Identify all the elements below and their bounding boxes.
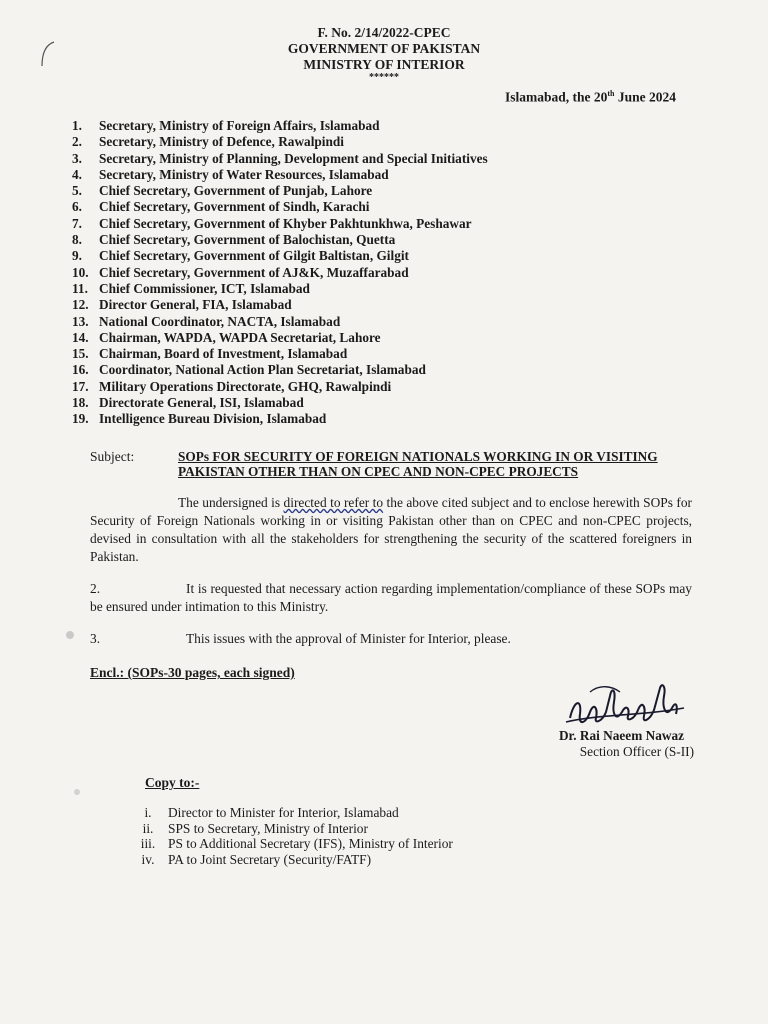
scan-speck [70, 785, 84, 799]
recipient-text: Coordinator, National Action Plan Secretariat, Islamabad [99, 362, 426, 378]
recipient-text: Director General, FIA, Islamabad [99, 297, 292, 313]
recipient-item [72, 151, 488, 167]
recipient-text: Intelligence Bureau Division, Islamabad [99, 411, 327, 427]
copy-to-item [128, 836, 453, 852]
ministry-title: MINISTRY OF INTERIOR [303, 57, 465, 72]
recipient-text: Secretary, Ministry of Defence, Rawalpindi [99, 134, 344, 150]
recipient-number: 15. [72, 346, 89, 362]
recipient-item [72, 167, 488, 183]
recipient-text: Chief Secretary, Government of Balochistan, Quetta [99, 232, 396, 248]
recipient-text: Chief Secretary, Government of Gilgit Baltistan, Gilgit [99, 248, 409, 264]
paragraph-3-number: 3. [90, 631, 101, 646]
recipient-item [72, 297, 488, 313]
recipient-item [72, 134, 488, 150]
copy-to-list [128, 805, 453, 867]
paragraph-3-text: This issues with the approval of Minister for Interior, please. [186, 631, 511, 646]
recipient-item [72, 281, 488, 297]
recipient-item [72, 346, 488, 362]
copy-to-number: i. [144, 805, 152, 820]
recipient-number: 12. [72, 297, 89, 313]
recipient-text: Directorate General, ISI, Islamabad [99, 395, 304, 411]
recipient-number: 9. [72, 248, 82, 264]
recipient-number: 4. [72, 166, 82, 182]
copy-to-item [128, 821, 453, 837]
recipient-item [72, 314, 488, 330]
recipient-number: 17. [72, 378, 89, 394]
date-month-year: June 2024 [614, 89, 676, 105]
recipient-list [72, 118, 488, 428]
recipient-text: Secretary, Ministry of Water Resources, Islamabad [99, 166, 389, 182]
recipient-item [72, 232, 488, 248]
recipient-number: 19. [72, 411, 89, 427]
recipient-item [72, 411, 488, 427]
copy-to-item [128, 805, 453, 821]
recipient-number: 8. [72, 232, 82, 248]
recipient-item [72, 183, 488, 199]
recipient-item [72, 216, 488, 232]
recipient-number: 16. [72, 362, 89, 378]
copy-to-number: ii. [142, 820, 154, 836]
recipient-text: National Coordinator, NACTA, Islamabad [99, 313, 341, 329]
paragraph-1-part-a: The undersigned is [178, 495, 284, 510]
recipient-number: 7. [72, 215, 82, 231]
recipient-text: Chairman, WAPDA, WAPDA Secretariat, Lahore [99, 329, 381, 345]
paragraph-3 [90, 630, 692, 648]
paragraph-1-underlined: directed to refer to [283, 495, 384, 510]
scan-speck [60, 625, 80, 645]
recipient-number: 18. [72, 395, 89, 411]
enclosure-note: Encl.: (SOPs-30 pages, each signed) [90, 665, 295, 680]
recipient-text: Chief Secretary, Government of AJ&K, Muzaffarabad [99, 264, 409, 280]
recipient-number: 1. [72, 118, 82, 133]
recipient-number: 6. [72, 199, 82, 215]
subject-text: SOPs FOR SECURITY OF FOREIGN NATIONALS WORKING IN OR VISITING PAKISTAN OTHER THAN ON CPEC AND NON-CPEC PROJECTS [178, 449, 658, 479]
letter-header [0, 25, 768, 83]
copy-to-text: SPS to Secretary, Ministry of Interior [168, 820, 368, 836]
copy-to-label: Copy to:- [145, 775, 200, 790]
recipient-number: 11. [72, 280, 88, 296]
government-title: GOVERNMENT OF PAKISTAN [287, 41, 481, 56]
recipient-item [72, 379, 488, 395]
recipient-item [72, 395, 488, 411]
copy-to-number: iv. [141, 851, 155, 867]
recipient-item [72, 330, 488, 346]
recipient-item [72, 362, 488, 378]
recipient-text: Secretary, Ministry of Planning, Development and Special Initiatives [99, 150, 488, 166]
date-suffix-sup: th [607, 89, 615, 98]
copy-to-text: PS to Additional Secretary (IFS), Ministry of Interior [168, 836, 453, 851]
recipient-text: Chief Secretary, Government of Khyber Pakhtunkhwa, Peshawar [99, 215, 472, 231]
copy-to-number: iii. [140, 836, 156, 851]
recipient-item [72, 118, 488, 134]
subject-label: Subject: [90, 449, 135, 464]
date-prefix: Islamabad, the 20 [504, 89, 608, 105]
file-number: F. No. 2/14/2022-CPEC [317, 25, 451, 40]
recipient-text: Secretary, Ministry of Foreign Affairs, Islamabad [99, 118, 380, 133]
recipient-number: 14. [72, 329, 89, 345]
recipient-number: 13. [72, 313, 89, 329]
recipient-number: 10. [72, 264, 89, 280]
recipient-text: Military Operations Directorate, GHQ, Rawalpindi [99, 378, 392, 394]
recipient-item [72, 265, 488, 281]
recipient-item [72, 248, 488, 264]
copy-to-item [128, 852, 453, 868]
recipient-text: Chairman, Board of Investment, Islamabad [99, 346, 348, 362]
recipient-text: Chief Secretary, Government of Punjab, Lahore [99, 183, 373, 199]
paragraph-2-number: 2. [90, 581, 101, 596]
paragraph-1 [90, 494, 692, 566]
recipient-text: Chief Secretary, Government of Sindh, Karachi [99, 199, 370, 215]
signatory-name: Dr. Rai Naeem Nawaz [558, 728, 684, 743]
header-stars: ****** [369, 72, 399, 83]
paragraph-1-part-c: the above cited subject and to enclose herewith SOPs for Security of Foreign Nationals working in or visiting Pakistan other than on CPEC and non-CPEC projects, devised in consultation with all the stakeholders for strengthening the security of the scattered foreigners in Pakistan. [90, 495, 692, 564]
dateline [505, 89, 676, 106]
recipient-number: 2. [72, 134, 82, 150]
copy-to-text: PA to Joint Secretary (Security/FATF) [168, 851, 372, 867]
recipient-item [72, 199, 488, 215]
recipient-number: 5. [72, 183, 82, 199]
copy-to-text: Director to Minister for Interior, Islamabad [168, 805, 399, 820]
signatory-title: Section Officer (S-II) [579, 744, 694, 759]
recipient-text: Chief Commissioner, ICT, Islamabad [99, 280, 310, 296]
recipient-number: 3. [72, 150, 82, 166]
paragraph-2-text: It is requested that necessary action regarding implementation/compliance of these SOPs may be ensured under intimation to this Ministry. [90, 581, 692, 614]
paragraph-2 [90, 580, 692, 616]
